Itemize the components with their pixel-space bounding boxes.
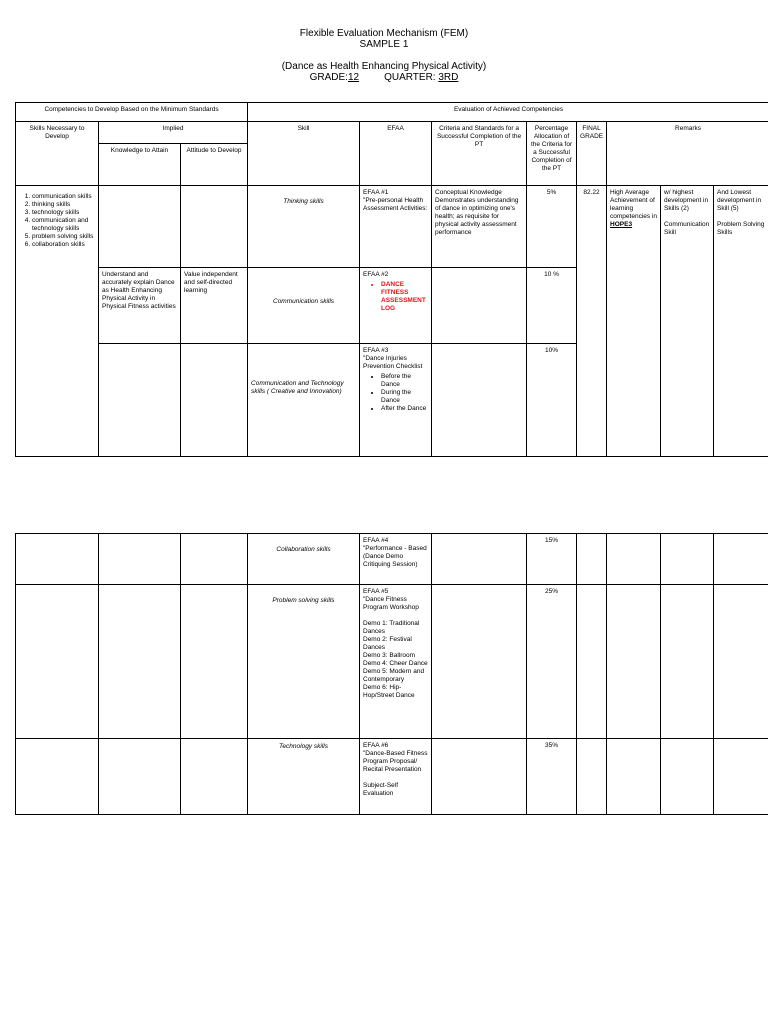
efaa-description: "Dance Fitness Program Workshop — [363, 596, 419, 611]
percentage-header: Percentage Allocation of the Criteria for a Successful Completion of the PT — [527, 122, 577, 186]
list-item: 5. problem solving skills — [32, 233, 95, 241]
empty-cell — [661, 534, 714, 585]
efaa-description: "Dance-Based Fitness Program Proposal/ Recital Presentation — [363, 750, 428, 773]
list-item: 3. technology skills — [32, 209, 95, 217]
knowledge-cell-empty — [99, 186, 181, 268]
empty-cell — [432, 534, 527, 585]
criteria-header: Criteria and Standards for a Successful Completion of the PT — [432, 122, 527, 186]
empty-cell — [181, 739, 248, 815]
quarter-label: QUARTER: — [384, 72, 436, 83]
list-item: • After the Dance — [381, 405, 428, 413]
skills-necessary-header: Skills Necessary to Develop — [16, 122, 99, 186]
empty-cell — [714, 585, 768, 739]
attitude-cell-empty — [181, 344, 248, 457]
fem-table-page1 — [15, 102, 768, 457]
skill-communication: Communication skills — [248, 268, 360, 344]
remarks-lowest — [714, 186, 768, 457]
doc-subject: (Dance as Health Enhancing Physical Activity) — [281, 61, 487, 72]
efaa-extra: Subject-Self Evaluation — [363, 782, 399, 797]
final-grade-header: FINAL GRADE — [577, 122, 607, 186]
empty-cell — [577, 534, 607, 585]
list-item: 1. communication skills — [32, 193, 95, 201]
skill-thinking: Thinking skills — [248, 186, 360, 268]
competencies-header: Competencies to Develop Based on the Minimum Standards — [16, 103, 248, 122]
final-grade-value: 82.22 — [577, 186, 607, 457]
remarks-text: High Average Achievement of learning competencies in — [610, 189, 658, 220]
criteria-description: Demonstrates understanding of dance in optimizing one's health; as requisite for physical activity assessment performance — [435, 197, 519, 236]
table-row — [16, 534, 768, 585]
percent-cell: 5% — [527, 186, 577, 268]
remarks-lowest-skill: Problem Solving Skills — [717, 221, 765, 236]
list-item: 4. communication and technology skills — [32, 217, 95, 233]
empty-cell — [99, 534, 181, 585]
empty-cell — [661, 739, 714, 815]
criteria-cell-empty — [432, 344, 527, 457]
remarks-highest — [661, 186, 714, 457]
quarter-value: 3RD — [438, 72, 459, 83]
empty-cell — [181, 534, 248, 585]
percent-cell: 10% — [527, 344, 577, 457]
efaa-bullet-list — [363, 373, 428, 413]
table-row — [16, 585, 768, 739]
efaa-demo-list: Demo 1: Traditional Dances Demo 2: Festival Dances Demo 3: Ballroom Demo 4: Cheer Dance Demo 5: Modern and Contemporary Demo 6: Hip-Hop/Street Dance — [363, 620, 428, 699]
table-row — [16, 186, 768, 268]
remarks-achievement — [607, 186, 661, 457]
percent-cell: 15% — [527, 534, 577, 585]
remarks-header: Remarks — [607, 122, 768, 186]
efaa-bullet-list — [363, 281, 428, 313]
empty-cell — [714, 739, 768, 815]
fem-table-page2 — [15, 533, 768, 815]
efaa-description: "Performance - Based (Dance Demo Critiquing Session) — [363, 545, 427, 568]
efaa-id: EFAA #3 — [363, 347, 389, 354]
efaa-id: EFAA #2 — [363, 271, 389, 278]
efaa-cell — [360, 344, 432, 457]
criteria-cell-empty — [432, 268, 527, 344]
remarks-highest-skill: Communication Skill — [664, 221, 710, 236]
empty-cell — [181, 585, 248, 739]
list-item: • Before the Dance — [381, 373, 428, 389]
criteria-cell — [432, 186, 527, 268]
subject-code: HOPE3 — [610, 221, 633, 228]
grade-label: GRADE: — [309, 72, 348, 83]
percent-cell: 10 % — [527, 268, 577, 344]
skills-list-cell — [16, 186, 99, 457]
efaa-header: EFAA — [360, 122, 432, 186]
grade-value: 12 — [347, 72, 360, 83]
percent-cell: 35% — [527, 739, 577, 815]
empty-cell — [577, 585, 607, 739]
empty-cell — [16, 585, 99, 739]
knowledge-header: Knowledge to Attain — [99, 144, 181, 186]
efaa-id: EFAA #5 — [363, 588, 389, 595]
efaa-id: EFAA #1 — [363, 189, 389, 196]
attitude-cell: Value independent and self-directed learning — [181, 268, 248, 344]
criteria-title: Conceptual Knowledge — [435, 189, 502, 196]
doc-sample-label: SAMPLE 1 — [359, 39, 409, 50]
table-row — [16, 739, 768, 815]
efaa-cell — [360, 585, 432, 739]
remarks-highest-text: w/ highest development in Skills (2) — [664, 189, 709, 212]
list-item: 6. collaboration skills — [32, 241, 95, 249]
skill-header: Skill — [248, 122, 360, 186]
doc-title: Flexible Evaluation Mechanism (FEM) — [299, 28, 469, 39]
attitude-cell-empty — [181, 186, 248, 268]
skills-list — [19, 193, 95, 249]
empty-cell — [661, 585, 714, 739]
remarks-lowest-text: And Lowest development in Skill (5) — [717, 189, 762, 212]
empty-cell — [607, 534, 661, 585]
empty-cell — [432, 585, 527, 739]
knowledge-cell-empty — [99, 344, 181, 457]
empty-cell — [16, 534, 99, 585]
skill-communication-technology: Communication and Technology skills ( Creative and Innovation) — [248, 344, 360, 457]
empty-cell — [577, 739, 607, 815]
efaa-description: "Dance Injuries Prevention Checklist — [363, 355, 423, 370]
list-item: • During the Dance — [381, 389, 428, 405]
percent-cell: 25% — [527, 585, 577, 739]
empty-cell — [16, 739, 99, 815]
efaa-cell — [360, 534, 432, 585]
efaa-id: EFAA #4 — [363, 537, 389, 544]
knowledge-cell: Understand and accurately explain Dance as Health Enhancing Physical Activity in Physical Fitness activities — [99, 268, 181, 344]
empty-cell — [714, 534, 768, 585]
efaa-log-item: • DANCE FITNESS ASSESSMENT LOG — [381, 281, 428, 313]
empty-cell — [607, 585, 661, 739]
document-header — [0, 28, 768, 83]
efaa-cell — [360, 186, 432, 268]
skill-technology: Technology skills — [248, 739, 360, 815]
empty-cell — [99, 585, 181, 739]
implied-header: Implied — [99, 122, 248, 144]
empty-cell — [607, 739, 661, 815]
empty-cell — [99, 739, 181, 815]
skill-collaboration: Collaboration skills — [248, 534, 360, 585]
efaa-cell — [360, 268, 432, 344]
attitude-header: Attitude to Develop — [181, 144, 248, 186]
evaluation-header: Evaluation of Achieved Competencies — [248, 103, 768, 122]
efaa-id: EFAA #6 — [363, 742, 389, 749]
list-item: 2. thinking skills — [32, 201, 95, 209]
grade-quarter-line — [0, 72, 768, 83]
efaa-description: "Pre-personal Health Assessment Activities: — [363, 197, 428, 212]
skill-problem-solving: Problem solving skills — [248, 585, 360, 739]
efaa-cell — [360, 739, 432, 815]
empty-cell — [432, 739, 527, 815]
